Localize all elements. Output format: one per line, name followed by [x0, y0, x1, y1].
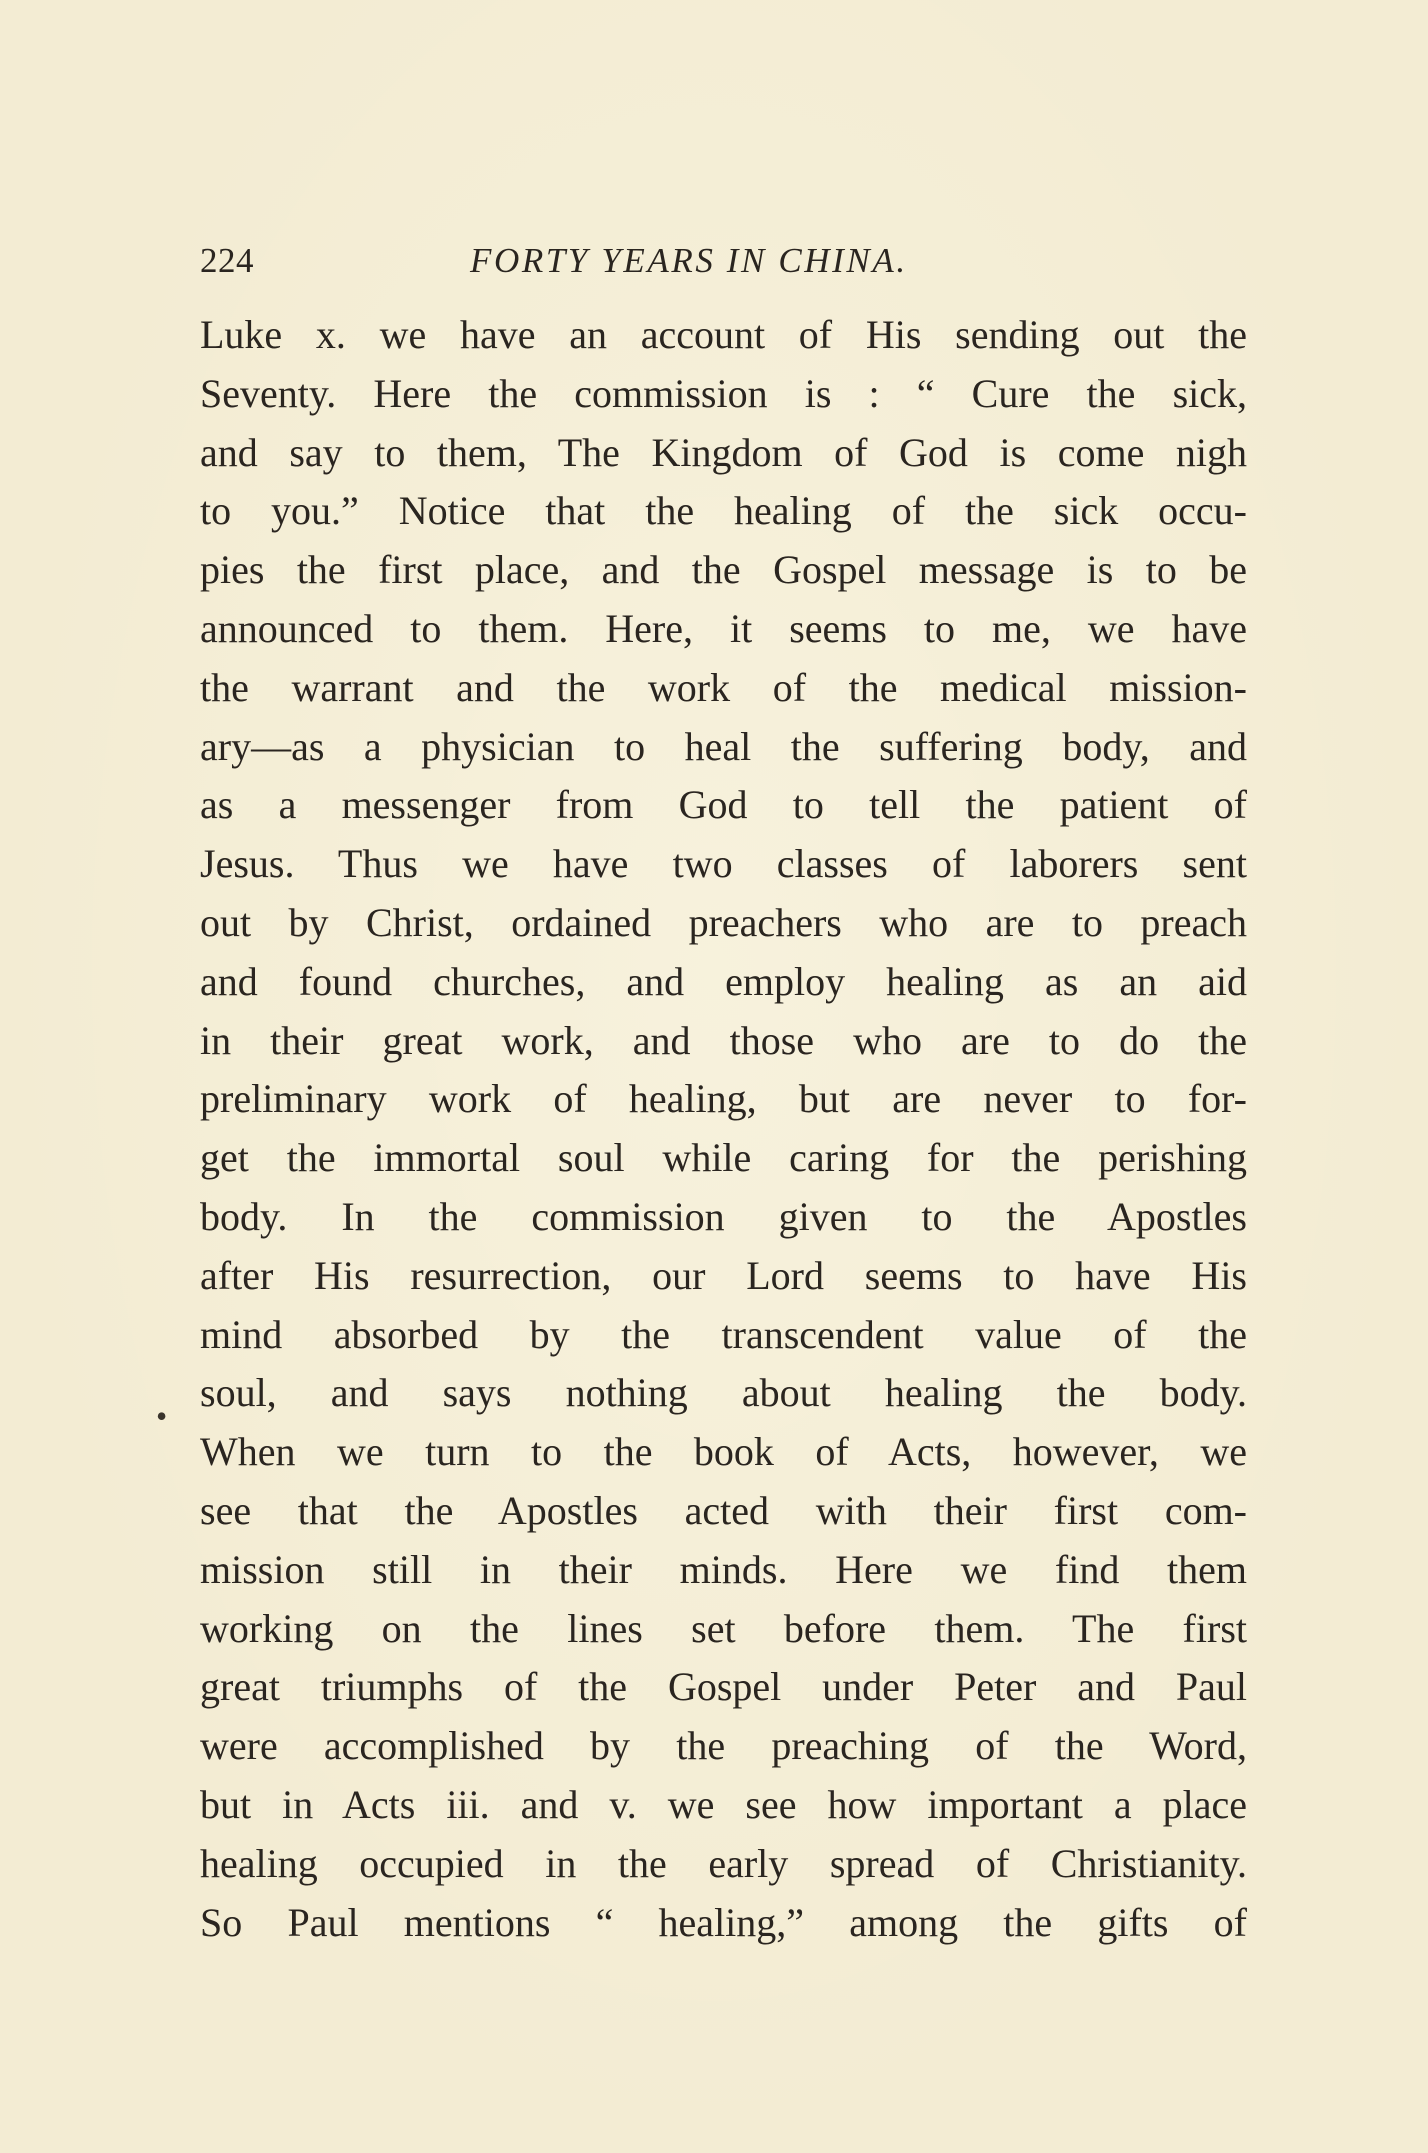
- book-title: FORTY YEARS IN CHINA.: [470, 241, 908, 280]
- text-line: mind absorbed by the transcendent value of the: [200, 1311, 1247, 1357]
- text-line: working on the lines set before them. The first: [200, 1605, 1247, 1651]
- text-line: When we turn to the book of Acts, however, we: [200, 1429, 1247, 1475]
- text-line: see that the Apostles acted with their first com-: [200, 1487, 1247, 1533]
- running-head: [200, 236, 1247, 286]
- text-line: after His resurrection, our Lord seems to have His: [200, 1252, 1247, 1298]
- text-line: and found churches, and employ healing as an aid: [200, 958, 1247, 1004]
- text-line: So Paul mentions “ healing,” among the gifts of: [200, 1899, 1247, 1945]
- text-line: in their great work, and those who are to do the: [200, 1017, 1247, 1063]
- text-line: great triumphs of the Gospel under Peter and Paul: [200, 1664, 1247, 1710]
- body-text: [200, 306, 1247, 1952]
- text-line: preliminary work of healing, but are never to for-: [200, 1076, 1247, 1122]
- text-line: as a messenger from God to tell the patient of: [200, 782, 1247, 828]
- text-line: mission still in their minds. Here we find them: [200, 1546, 1247, 1592]
- text-line: and say to them, The Kingdom of God is come nigh: [200, 429, 1247, 475]
- text-line: announced to them. Here, it seems to me, we have: [200, 605, 1247, 651]
- text-line: out by Christ, ordained preachers who are to preach: [200, 899, 1247, 945]
- text-line: pies the first place, and the Gospel message is to be: [200, 547, 1247, 593]
- text-line: ary—as a physician to heal the suffering body, and: [200, 723, 1247, 769]
- text-line: but in Acts iii. and v. we see how important a place: [200, 1781, 1247, 1827]
- text-line: get the immortal soul while caring for the perishing: [200, 1135, 1247, 1181]
- page-number: 224: [200, 241, 254, 280]
- text-line: soul, and says nothing about healing the body.: [200, 1370, 1247, 1416]
- text-line: to you.” Notice that the healing of the sick occu-: [200, 488, 1247, 534]
- text-line: healing occupied in the early spread of Christianity.: [200, 1840, 1247, 1886]
- margin-mark: •: [156, 1398, 168, 1434]
- text-line: body. In the commission given to the Apostles: [200, 1193, 1247, 1239]
- text-line: Jesus. Thus we have two classes of laborers sent: [200, 841, 1247, 887]
- text-line: Seventy. Here the commission is : “ Cure the sick,: [200, 370, 1247, 416]
- text-line: were accomplished by the preaching of the Word,: [200, 1723, 1247, 1769]
- text-line: Luke x. we have an account of His sending out the: [200, 312, 1247, 357]
- text-line: the warrant and the work of the medical mission-: [200, 664, 1247, 710]
